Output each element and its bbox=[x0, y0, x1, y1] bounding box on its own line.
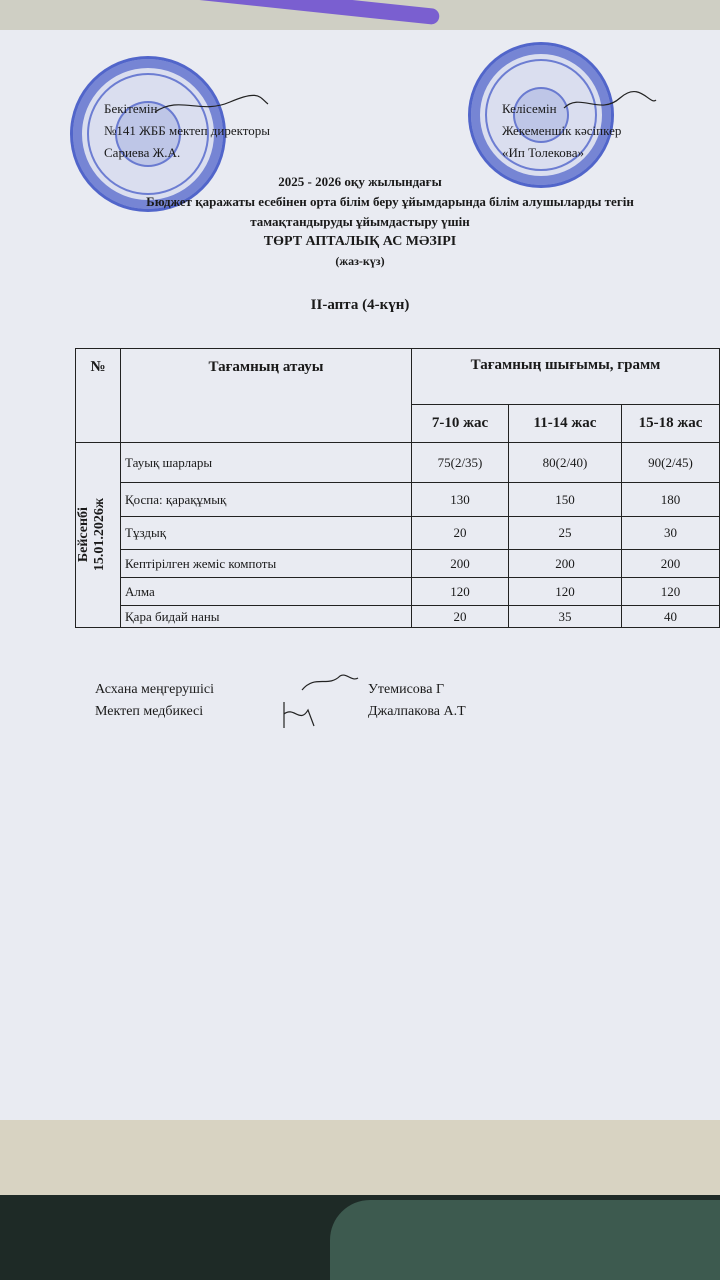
output-15-18: 180 bbox=[622, 483, 720, 517]
output-15-18: 40 bbox=[622, 606, 720, 628]
approval-name: Сариева Ж.А. bbox=[104, 145, 181, 160]
output-11-14: 120 bbox=[509, 578, 622, 606]
output-11-14: 200 bbox=[509, 550, 622, 578]
output-15-18: 200 bbox=[622, 550, 720, 578]
output-7-10: 200 bbox=[412, 550, 509, 578]
dish-name: Тұздық bbox=[121, 517, 412, 550]
title-line-3: тамақтандыруды ұйымдастыру үшін bbox=[250, 214, 470, 229]
cook-signature bbox=[300, 670, 360, 695]
title-line-1: 2025 - 2026 оқу жылындағы bbox=[278, 174, 442, 189]
output-7-10: 120 bbox=[412, 578, 509, 606]
output-15-18: 30 bbox=[622, 517, 720, 550]
agreement-position: Жекеменшік кәсіпкер bbox=[502, 123, 622, 138]
header-number: № bbox=[76, 349, 121, 443]
title-line-4: ТӨРТ АПТАЛЫҚ АС МӘЗІРІ bbox=[263, 234, 457, 249]
entrepreneur-signature bbox=[560, 88, 660, 118]
dish-name: Қара бидай наны bbox=[121, 606, 412, 628]
title-line-2: Бюджет қаражаты есебінен орта білім беру ұйымдарында білім алушыларды тегін bbox=[146, 194, 634, 209]
output-15-18: 90(2/45) bbox=[622, 443, 720, 483]
output-11-14: 150 bbox=[509, 483, 622, 517]
signature-name-2: Джалпакова А.Т bbox=[368, 704, 466, 719]
header-age-7-10: 7-10 жас bbox=[412, 405, 509, 443]
dish-name: Қоспа: қарақұмық bbox=[121, 483, 412, 517]
output-15-18: 120 bbox=[622, 578, 720, 606]
week-label: II-апта (4-күн) bbox=[310, 297, 410, 313]
agreement-title: Келісемін bbox=[502, 101, 557, 116]
dish-name: Алма bbox=[121, 578, 412, 606]
output-11-14: 80(2/40) bbox=[509, 443, 622, 483]
director-signature bbox=[150, 90, 270, 120]
day-label: Бейсенбі 15.01.2026ж bbox=[76, 498, 107, 572]
approval-title: Бекітемін bbox=[104, 101, 158, 116]
header-output: Тағамның шығымы, грамм bbox=[412, 349, 720, 405]
output-7-10: 20 bbox=[412, 517, 509, 550]
output-7-10: 20 bbox=[412, 606, 509, 628]
header-age-11-14: 11-14 жас bbox=[509, 405, 622, 443]
fabric-fold bbox=[330, 1200, 720, 1280]
dish-name: Тауық шарлары bbox=[121, 443, 412, 483]
output-11-14: 35 bbox=[509, 606, 622, 628]
menu-table bbox=[75, 348, 720, 628]
title-line-5: (жаз-күз) bbox=[335, 254, 385, 268]
day-cell bbox=[76, 443, 121, 628]
output-7-10: 75(2/35) bbox=[412, 443, 509, 483]
output-7-10: 130 bbox=[412, 483, 509, 517]
signature-name-1: Утемисова Г bbox=[368, 682, 445, 697]
signature-role-2: Мектеп медбикесі bbox=[95, 704, 204, 719]
signature-role-1: Асхана меңгерушісі bbox=[95, 682, 214, 697]
header-age-15-18: 15-18 жас bbox=[622, 405, 720, 443]
header-dish-name: Тағамның атауы bbox=[121, 349, 412, 443]
output-11-14: 25 bbox=[509, 517, 622, 550]
desk-surface bbox=[0, 1120, 720, 1195]
dish-name: Кептірілген жеміс компоты bbox=[121, 550, 412, 578]
approval-position: №141 ЖББ мектеп директоры bbox=[104, 123, 271, 138]
agreement-name: «Ип Толекова» bbox=[502, 145, 585, 160]
nurse-signature bbox=[278, 698, 328, 732]
